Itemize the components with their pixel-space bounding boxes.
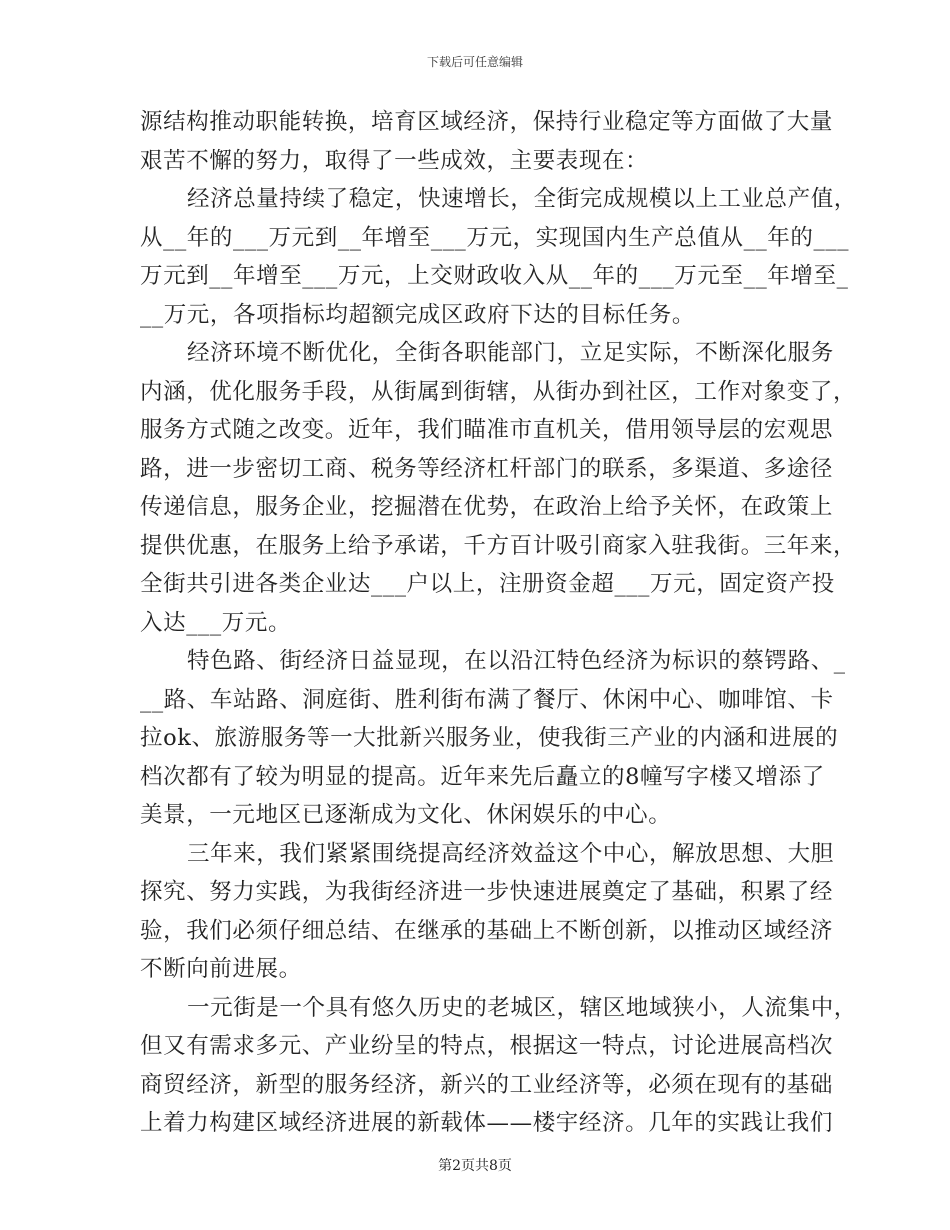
text-line: 提供优惠，在服务上给予承诺，千方百计吸引商家入驻我街。三年来， — [140, 532, 857, 559]
text-line: 路，进一步密切工商、税务等经济杠杆部门的联系，多渠道、多途径 — [140, 455, 834, 482]
text-line: 但又有需求多元、产业纷呈的特点，根据这一特点，讨论进展高档次 — [140, 1033, 834, 1059]
text-line: 上着力构建区域经济进展的新载体——楼宇经济。几年的实践让我们 — [140, 1110, 834, 1136]
page-footer: 第2页共8页 — [438, 1158, 512, 1174]
document-body — [140, 103, 857, 1143]
text-line: __路、车站路、洞庭街、胜利街布满了餐厅、休闲中心、咖啡馆、卡 — [140, 686, 834, 713]
text-line: 探究、努力实践，为我街经济进一步快速进展奠定了基础，积累了经 — [140, 879, 834, 905]
text-line: 源结构推动职能转换，培育区域经济，保持行业稳定等方面做了大量 — [140, 109, 834, 135]
text-line: 一元街是一个具有悠久历史的老城区，辖区地域狭小，人流集中， — [187, 994, 857, 1021]
text-line: 美景，一元地区已逐渐成为文化、休闲娱乐的中心。 — [140, 802, 672, 828]
page-header: 下载后可任意编辑 — [426, 55, 523, 69]
text-line: 特色路、街经济日益显现，在以沿江特色经济为标识的蔡锷路、_ — [187, 648, 846, 674]
text-line: 万元到__年增至___万元，上交财政收入从__年的___万元至__年增至_ — [140, 263, 849, 289]
text-line: 经济总量持续了稳定，快速增长，全街完成规模以上工业总产值， — [187, 186, 857, 212]
text-line: 验，我们必须仔细总结、在继承的基础上不断创新，以推动区域经济 — [140, 917, 834, 944]
text-line: 传递信息，服务企业，挖掘潜在优势，在政治上给予关怀，在政策上 — [140, 494, 834, 520]
text-line: 三年来，我们紧紧围绕提高经济效益这个中心，解放思想、大胆 — [187, 840, 834, 867]
text-line: 入达___万元。 — [140, 609, 292, 636]
text-line: 拉ok、旅游服务等一大批新兴服务业，使我街三产业的内涵和进展的 — [140, 725, 839, 751]
text-line: 从__年的___万元到__年增至___万元，实现国内生产总值从__年的___ — [140, 224, 850, 251]
text-line: 不断向前进展。 — [140, 956, 302, 982]
text-line: 内涵，优化服务手段，从街属到街辖，从街办到社区，工作对象变了， — [140, 378, 857, 405]
text-line: 艰苦不懈的努力，取得了一些成效，主要表现在： — [140, 147, 649, 174]
text-line: 商贸经济，新型的服务经济，新兴的工业经济等，必须在现有的基础 — [140, 1071, 834, 1098]
text-line: 全街共引进各类企业达___户以上，注册资金超___万元，固定资产投 — [140, 571, 835, 597]
text-line: 经济环境不断优化，全街各职能部门，立足实际，不断深化服务 — [187, 340, 834, 366]
text-line: __万元，各项指标均超额完成区政府下达的目标任务。 — [140, 301, 696, 328]
text-line: 档次都有了较为明显的提高。近年来先后矗立的8幢写字楼又增添了 — [140, 763, 825, 790]
text-line: 服务方式随之改变。近年，我们瞄准市直机关，借用领导层的宏观思 — [140, 417, 834, 443]
